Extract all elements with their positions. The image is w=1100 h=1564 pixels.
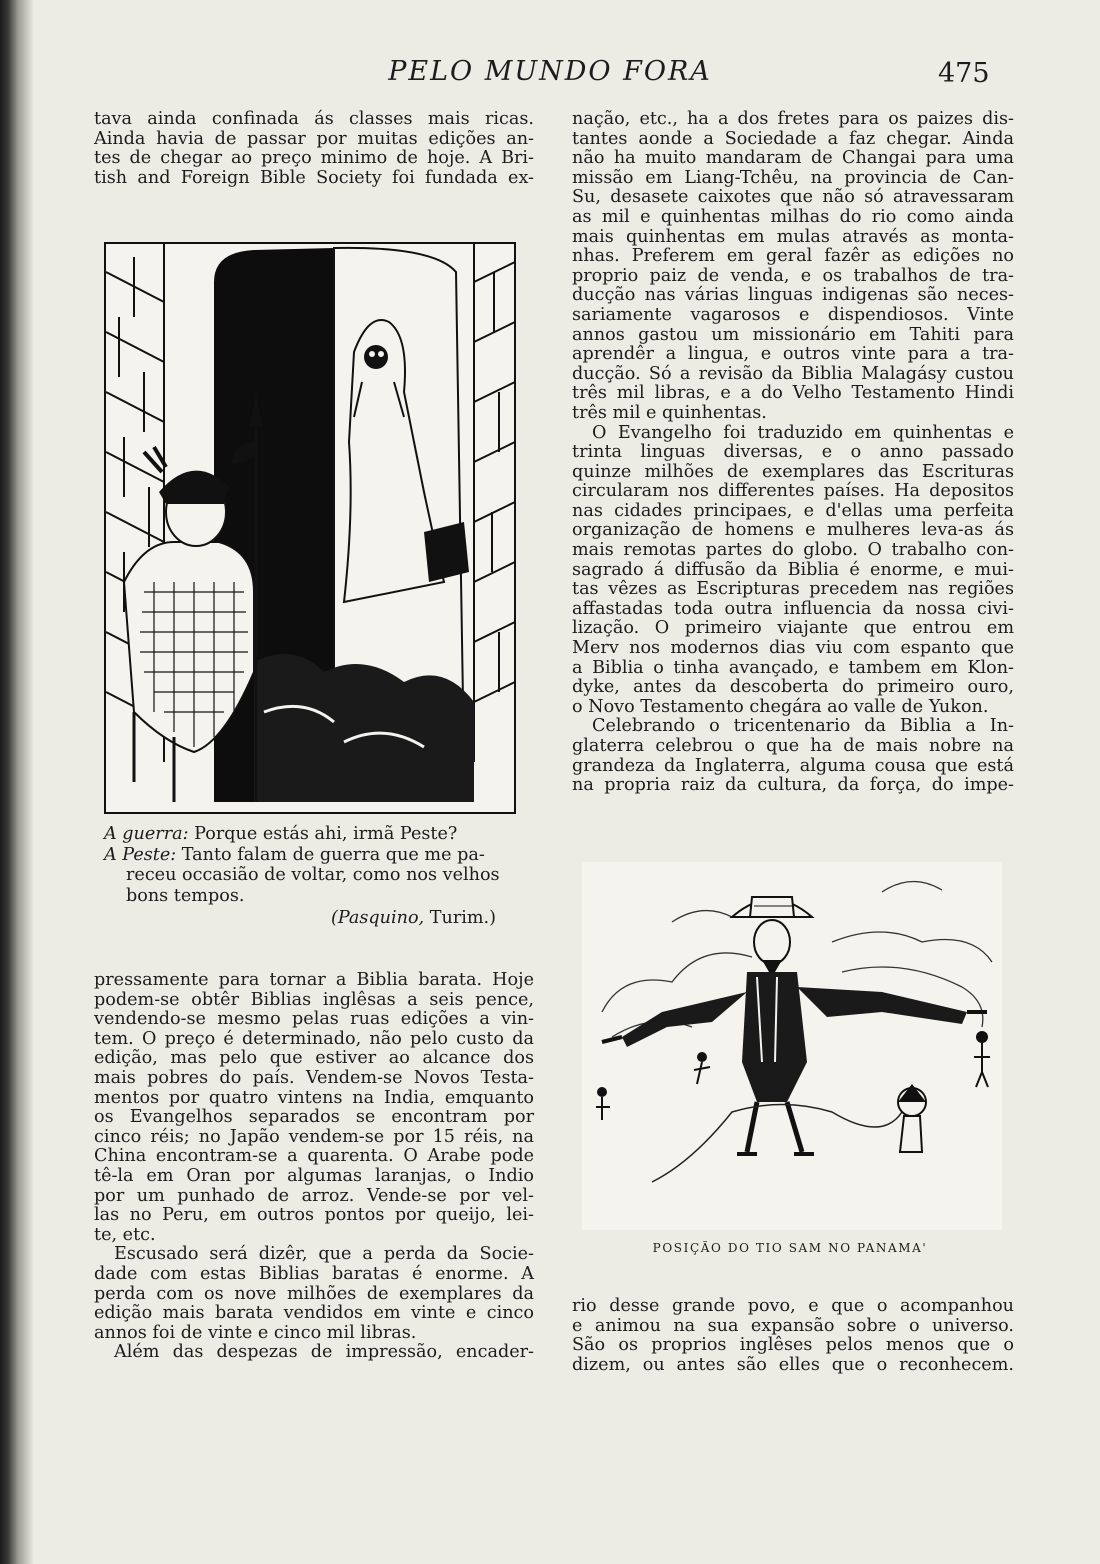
text-line: O Evangelho foi traduzido em quinhentas e: [592, 422, 1014, 443]
page-binding-shadow: [0, 0, 34, 1564]
text-line: Além das despezas de impressão, encader-: [114, 1342, 534, 1363]
cartoon-caption: POSIÇÃO DO TIO SAM NO PANAMA': [652, 1241, 928, 1255]
text-line: sariamente vagarosos e dispendiosos. Vinte: [572, 304, 1014, 325]
text-line: perda com os nove milhões de exemplares da: [94, 1283, 534, 1304]
text-line: tas vêzes as Escripturas precedem nas regiões: [572, 579, 1014, 600]
text-line: nhas. Preferem em geral fazêr as edições no: [572, 246, 1014, 267]
text-line: annos foi de vinte e cinco mil libras.: [94, 1322, 417, 1343]
cartoon-uncle-sam-panama: [582, 862, 1002, 1230]
left-column-top-text: [94, 110, 534, 188]
text-line: e animou na sua expansão sobre o universo.: [572, 1315, 1014, 1336]
text-line: lização. O primeiro viajante que entrou em: [572, 618, 1014, 639]
caption-source: [104, 908, 524, 929]
caption-source-publication: (Pasquino,: [330, 908, 425, 928]
cartoon-caption: [104, 824, 524, 929]
text-line: Celebrando o tricentenario da Biblia a In-: [592, 716, 1014, 737]
text-line: três mil e quinhentas.: [572, 402, 767, 423]
text-line: na propria raiz da cultura, da força, do impe-: [572, 775, 1014, 796]
text-line: annos gastou um missionário em Tahiti para: [572, 324, 1014, 345]
text-line: mais quinhentas em mulas através as monta-: [572, 226, 1014, 247]
text-line: vendendo-se mesmo pelas ruas edições a vin-: [94, 1009, 534, 1030]
caption-source-city: Turim.): [429, 908, 496, 928]
right-column-top-text: [572, 110, 1014, 796]
text-line: tes de chegar ao preço minimo de hoje. A Bri-: [94, 148, 534, 169]
text-line: tish and Foreign Bible Society foi fundada ex-: [94, 167, 534, 188]
cartoon-uncle-sam-panama-drawing: [582, 862, 1002, 1230]
text-line: nação, etc., ha a dos fretes para os paizes dis-: [572, 109, 1014, 129]
caption-line: [104, 824, 524, 845]
text-line: três mil libras, e a do Velho Testamento Hindi: [572, 383, 1014, 404]
text-line: quinze milhões de exemplares das Escrituras: [572, 461, 1014, 482]
text-line: dyke, antes da descoberta do primeiro ouro,: [572, 677, 1014, 698]
text-line: mentos por quatro vintens na India, emquanto: [94, 1087, 534, 1108]
text-line: podem-se obtêr Biblias inglêsas a seis pence,: [94, 989, 534, 1010]
text-line: circularam nos differentes países. Ha depositos: [572, 481, 1014, 502]
cartoon-war-and-plague: [104, 242, 516, 814]
text-line: mais pobres do país. Vendem-se Novos Testa-: [94, 1067, 534, 1088]
text-line: dizem, ou antes são elles que o reconhecem.: [572, 1354, 1014, 1375]
text-line: edição mais barata vendidos em vinte e cinco: [94, 1303, 534, 1324]
right-column-bottom-text: [572, 1297, 1014, 1375]
text-line: não ha muito mandaram de Changai para uma: [572, 148, 1014, 169]
text-line: missão em Liang-Tchêu, na provincia de Can-: [572, 167, 1014, 188]
text-line: China encontram-se a quarenta. O Arabe pode: [94, 1146, 534, 1167]
page-number: 475: [938, 58, 990, 89]
text-line: Merv nos modernos dias viu com espanto que: [572, 638, 1014, 659]
text-line: São os proprios inglêses pelos menos que o: [572, 1335, 1014, 1356]
text-line: glaterra celebrou o que ha de mais nobre na: [572, 736, 1014, 756]
text-line: tava ainda confinada ás classes mais ricas.: [94, 109, 534, 129]
text-line: affastadas toda outra influencia da nossa civi-: [572, 598, 1014, 619]
text-line: por um punhado de arroz. Vende-se por vel-: [94, 1185, 534, 1206]
caption-line: [104, 845, 524, 866]
caption-line: receu occasião de voltar, como nos velhos: [126, 865, 500, 885]
left-column-bottom-text: [94, 971, 534, 1363]
text-line: edição, mas pelo que estiver ao alcance dos: [94, 1048, 534, 1069]
caption-dialogue: Porque estás ahi, irmã Peste?: [194, 824, 458, 844]
cartoon-war-and-plague-drawing: [104, 242, 516, 814]
text-line: tem. O preço é determinado, não pelo custo da: [94, 1028, 534, 1049]
text-line: ducção nas várias linguas indigenas são neces-: [572, 285, 1014, 306]
text-line: grandeza da Inglaterra, alguma cousa que está: [572, 755, 1014, 776]
text-line: tantes aonde a Sociedade a faz chegar. Ainda: [572, 128, 1014, 149]
text-line: a Biblia o tinha avançado, e tambem em Klon-: [572, 657, 1014, 678]
text-line: sagrado á diffusão da Biblia é enorme, e mui-: [572, 559, 1014, 580]
text-line: nas cidades principaes, e d'ellas uma perfeita: [572, 500, 1014, 521]
caption-speaker-war: A guerra:: [104, 824, 189, 844]
text-line: aprendêr a lingua, e outros vinte para a tra-: [572, 344, 1014, 365]
text-line: te, etc.: [94, 1224, 156, 1245]
text-line: o Novo Testamento chegára ao valle de Yukon.: [572, 696, 989, 717]
text-line: dade com estas Biblias baratas é enorme. A: [94, 1263, 534, 1284]
text-line: las no Peru, em outros pontos por queijo, lei-: [94, 1205, 534, 1226]
text-line: mais remotas partes do globo. O trabalho con-: [572, 540, 1014, 561]
text-line: Su, desasete caixotes que não só atravessaram: [572, 187, 1014, 208]
caption-line: bons tempos.: [126, 885, 245, 906]
text-line: Ainda havia de passar por muitas edições an-: [94, 128, 534, 149]
text-line: proprio paiz de venda, e os trabalhos de tra-: [572, 265, 1014, 286]
text-line: trinta linguas diversas, e o anno passado: [572, 442, 1014, 463]
text-line: rio desse grande povo, e que o acompanhou: [572, 1296, 1014, 1316]
caption-speaker-plague: A Peste:: [104, 844, 177, 865]
text-line: tê-la em Oran por algumas laranjas, o Indio: [94, 1165, 534, 1186]
text-line: Escusado será dizêr, que a perda da Socie-: [114, 1244, 534, 1265]
text-line: as mil e quinhentas milhas do rio como ainda: [572, 206, 1014, 227]
text-line: pressamente para tornar a Biblia barata. Hoje: [94, 970, 534, 990]
text-line: os Evangelhos separados se encontram por: [94, 1107, 534, 1128]
text-line: organização de homens e mulheres leva-as ás: [572, 520, 1014, 541]
caption-dialogue: Tanto falam de guerra que me pa-: [181, 844, 485, 865]
text-line: ducção. Só a revisão da Biblia Malagásy custou: [572, 363, 1014, 384]
text-line: cinco réis; no Japão vendem-se por 15 réis, na: [94, 1126, 534, 1147]
running-header-title: PELO MUNDO FORA: [388, 56, 712, 87]
